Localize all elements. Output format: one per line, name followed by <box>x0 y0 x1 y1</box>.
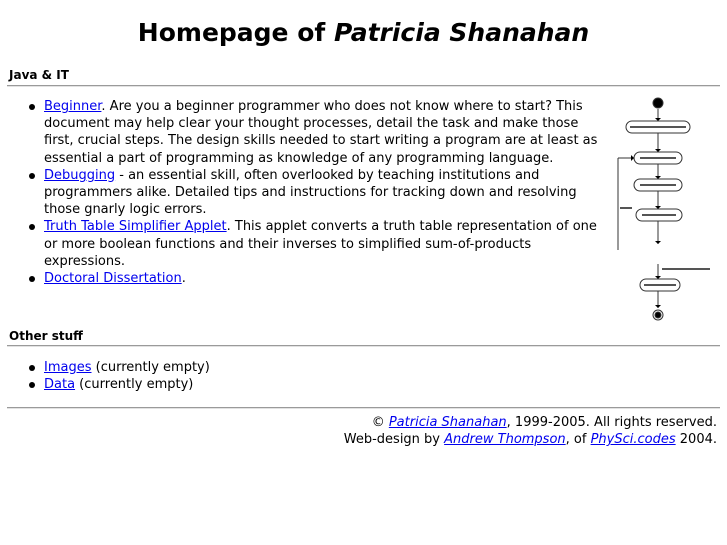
bullet-icon <box>29 382 35 388</box>
section-heading-java: Java & IT <box>9 68 69 82</box>
section-divider <box>7 85 720 87</box>
item-text: . Are you a beginner programmer who does not know where to start? This document may help clear your thought processes, detail the task and make those first, crucial steps. The design skills needed to start writing a program are at least as essential a part of programming as knowledge of any programming language. <box>44 99 598 166</box>
designer-link[interactable]: Andrew Thompson <box>444 432 566 447</box>
truth-table-link[interactable]: Truth Table Simplifier Applet <box>44 219 227 235</box>
webdesign-line <box>344 431 717 448</box>
list-item <box>0 167 610 219</box>
item-text: . <box>181 271 186 287</box>
list-item <box>0 376 600 393</box>
page-title <box>0 18 727 48</box>
webdesign-prefix: Web-design by <box>343 432 445 447</box>
bullet-icon <box>29 276 35 282</box>
copyright-prefix: © <box>371 415 389 430</box>
debugging-link[interactable]: Debugging <box>44 167 116 183</box>
item-text: (currently empty) <box>75 377 194 393</box>
bullet-icon <box>29 224 35 230</box>
list-item <box>0 98 610 167</box>
webdesign-suffix: 2004. <box>675 432 717 447</box>
item-text: . This applet converts a truth table representation of one or more boolean functions and their inverses to simplified sum-of-products expressions. <box>44 219 597 269</box>
list-item <box>0 270 610 287</box>
item-text: - an essential skill, often overlooked by teaching institutions and programmers alike. Detailed tips and instructions for tracking down and resolving those gnarly logic errors. <box>44 167 577 218</box>
footer-divider <box>7 407 720 409</box>
physci-link[interactable]: PhySci.codes <box>590 432 676 447</box>
footer <box>344 414 717 448</box>
bullet-icon <box>29 365 35 371</box>
data-link[interactable]: Data <box>44 377 76 393</box>
list-item <box>0 218 610 270</box>
java-list <box>0 98 610 287</box>
title-prefix: Homepage of <box>137 18 334 47</box>
beginner-link[interactable]: Beginner <box>44 99 102 114</box>
copyright-line <box>344 414 717 431</box>
dissertation-link[interactable]: Doctoral Dissertation <box>44 271 182 287</box>
title-name: Patricia Shanahan <box>333 18 590 47</box>
bullet-icon <box>29 173 35 179</box>
webdesign-mid: , of <box>565 432 591 447</box>
author-link[interactable]: Patricia Shanahan <box>388 415 507 430</box>
copyright-suffix: , 1999-2005. All rights reserved. <box>506 415 717 430</box>
section-divider <box>7 345 720 347</box>
activity-diagram-image <box>612 94 720 326</box>
section-heading-other: Other stuff <box>9 329 83 343</box>
other-list <box>0 359 600 393</box>
images-link[interactable]: Images <box>44 360 92 375</box>
bullet-icon <box>29 104 35 110</box>
list-item <box>0 359 600 376</box>
item-text: (currently empty) <box>91 360 210 375</box>
